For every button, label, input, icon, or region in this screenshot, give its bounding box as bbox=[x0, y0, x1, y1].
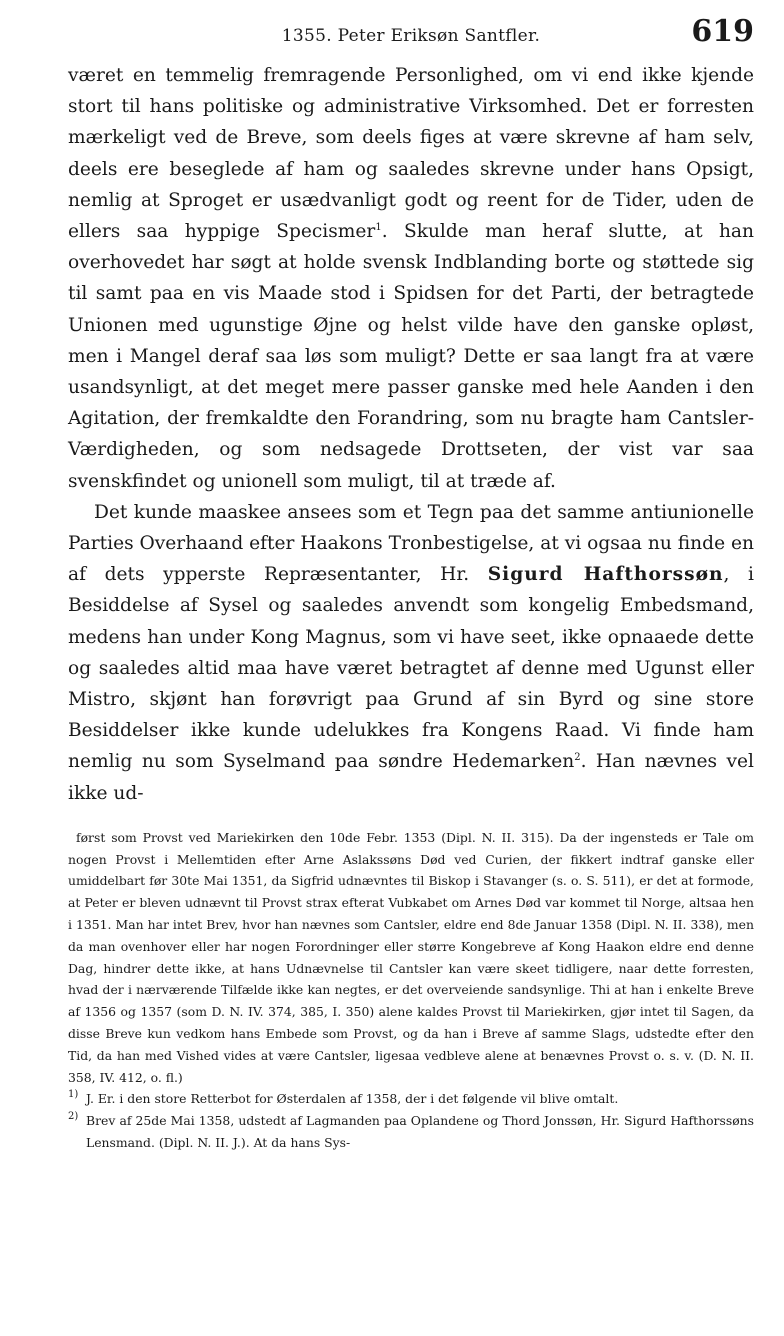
book-page bbox=[68, 14, 754, 1154]
running-title: 1355. Peter Eriksøn Santfler. bbox=[281, 26, 541, 46]
footnote-1-mark: 1) bbox=[68, 1089, 79, 1101]
paragraph-1-text-continued: . Skulde man heraf slutte, at han overhovedet har søgt at holde svensk Indblanding borte og støttede sig til samt paa en vis Maade stod i Spidsen for det Parti, der betragtede Unionen med ugunstige Øjne og helst vilde have den ganske opløst, men i Mangel deraf saa løs som muligt? Dette er saa langt fra at være usandsynligt, at det meget mere passer ganske med hele Aanden i den Agitation, der fremkaldte den Forandring, som nu bragte ham Cantsler-Værdigheden, og som nedsagede Drottseten, der vist var saa svenskfindet og unionell som muligt, til at træde af. bbox=[68, 221, 754, 492]
paragraph-2 bbox=[68, 497, 754, 809]
footnote-1-text: J. Er. i den store Retterbot for Østerdalen af 1358, der i det følgende vil blive omtalt. bbox=[86, 1091, 619, 1107]
footnote-2 bbox=[68, 1110, 754, 1154]
page-number: 619 bbox=[691, 14, 754, 49]
footnotes bbox=[68, 827, 754, 1154]
body-text bbox=[68, 60, 754, 809]
paragraph-1 bbox=[68, 60, 754, 497]
footnote-1 bbox=[68, 1088, 754, 1110]
footnote-2-mark: 2) bbox=[68, 1111, 79, 1123]
paragraph-2-text-continued: , i Besiddelse af Sysel og saaledes anvendt som kongelig Embedsmand, medens han under Kong Magnus, som vi have seet, ikke opnaaede dette og saaledes altid maa have været betragtet af denne med Ugunst eller Mistro, skjønt han forøvrigt paa Grund af sin Byrd og sine store Besiddelser ikke kunde udelukkes fra Kongens Raad. Vi finde ham nemlig nu som Syselmand paa søndre Hedemarken bbox=[68, 564, 754, 773]
footnote-2-text: Brev af 25de Mai 1358, udstedt af Lagmanden paa Oplandene og Thord Jonssøn, Hr. Sigurd Hafthorssøns Lensmand. (Dipl. N. II. J.). At da hans Sys- bbox=[86, 1113, 754, 1151]
footnote-ref-1: 1 bbox=[375, 221, 382, 233]
paragraph-1-text: været en temmelig fremragende Personlighed, om vi end ikke kjende stort til hans politiske og administrative Virksomhed. Det er forresten mærkeligt ved de Breve, som deels figes at være skrevne af ham selv, deels ere beseglede af ham og saaledes skrevne under hans Opsigt, nemlig at Sproget er usædvanligt godt og reent for de Tider, uden de ellers saa hyppige Specismer bbox=[68, 65, 754, 243]
paragraph-2-text-end: . Han nævnes vel ikke ud- bbox=[68, 751, 754, 804]
person-name: Sigurd Hafthorssøn bbox=[487, 564, 724, 586]
footnote-ref-2: 2 bbox=[574, 752, 581, 764]
running-head bbox=[68, 14, 754, 60]
footnote-continued: først som Provst ved Mariekirken den 10de Febr. 1353 (Dipl. N. II. 315). Da der ingensteds er Tale om nogen Provst i Mellemtiden efter Arne Aslakssøns Død ved Curien, der fikkert indtraf ganske eller umiddelbart før 30te Mai 1351, da Sigfrid udnævntes til Biskop i Stavanger (s. o. S. 511), er det at formode, at Peter er bleven udnævnt til Provst strax efterat Vubkabet om Arnes Død var kommet til Norge, altsaa hen i 1351. Man har intet Brev, hvor han nævnes som Cantsler, eldre end 8de Januar 1358 (Dipl. N. II. 338), men da man ovenhover eller har nogen Forordninger eller større Kongebreve af Kong Haakon eldre end denne Dag, hindrer dette ikke, at hans Udnævnelse til Cantsler kan være skeet tidligere, naar dette forresten, hvad der i nærværende Tilfælde ikke kan negtes, er det overveiende sandsynlige. Thi at han i enkelte Breve af 1356 og 1357 (som D. N. IV. 374, 385, I. 350) alene kaldes Provst til Mariekirken, gjør intet til Sagen, da disse Breve kun vedkom hans Embede som Provst, og da han i Breve af samme Slags, udstedte efter den Tid, da han med Vished vides at være Cantsler, ligesaa vedbleve alene at benævnes Provst o. s. v. (D. N. II. 358, IV. 412, o. fl.) bbox=[68, 829, 754, 1085]
paragraph-2-text: Det kunde maaskee ansees som et Tegn paa det samme antiunionelle Parties Overhaand efter Haakons Tronbestigelse, at vi ogsaa nu finde en af dets ypperste Repræsentanter, Hr. bbox=[68, 501, 754, 586]
